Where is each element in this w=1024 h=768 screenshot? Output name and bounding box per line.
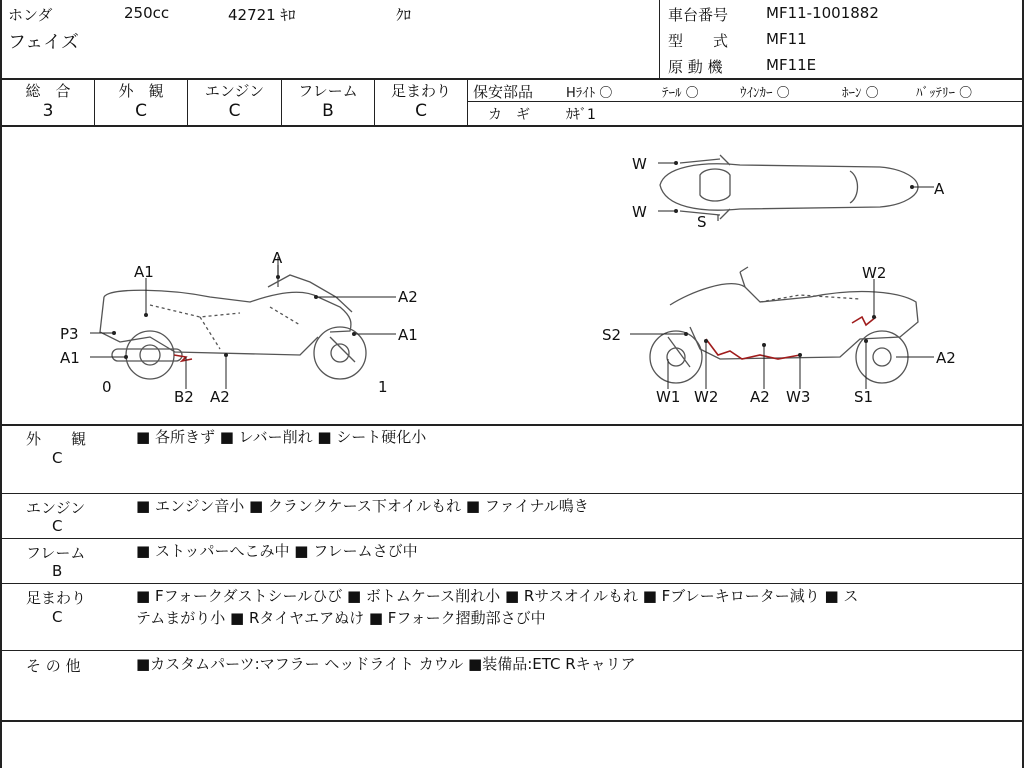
header-vsep — [659, 0, 660, 78]
diag-label-a2-cowl: A2 — [398, 288, 418, 306]
safety-item-horn — [842, 82, 879, 101]
diag-label-w2-floor: W2 — [694, 388, 719, 406]
grade-label-exterior: 外 観 — [118, 82, 164, 100]
diag-label-w-top: W — [632, 155, 647, 173]
safety-item-winker — [740, 82, 790, 101]
safety-mark-headlight: 〇 — [599, 86, 613, 101]
safety-mark-battery: 〇 — [959, 86, 973, 101]
section-text-engine: ■ エンジン音小 ■ クランクケース下オイルもれ ■ ファイナル鳴き — [136, 497, 589, 515]
right-scooter-outline — [650, 267, 918, 383]
grade-label-overall: 総 合 — [25, 82, 71, 100]
divider-sec3 — [0, 583, 1024, 584]
displacement: 250cc — [124, 4, 170, 22]
frame-no-label: 車台番号 — [668, 6, 729, 24]
engine-value: MF11E — [766, 56, 817, 74]
diag-label-w1: W1 — [656, 388, 681, 406]
color: ｸﾛ — [396, 6, 412, 24]
diag-label-b2: B2 — [174, 388, 194, 406]
section-text-exterior: ■ 各所きず ■ レバー削れ ■ シート硬化小 — [136, 428, 427, 446]
leader-dots — [112, 161, 914, 359]
section-grade-frame: B — [52, 562, 63, 580]
safety-mark-tail: 〇 — [685, 86, 699, 101]
section-title-engine: エンジン — [26, 499, 86, 517]
diag-label-a1-muffler: A1 — [60, 349, 80, 367]
grade-label-suspension: 足まわり — [390, 82, 451, 100]
section-grade-engine: C — [52, 517, 63, 535]
section-title-frame: フレーム — [26, 544, 86, 562]
section-grade-suspension: C — [52, 608, 63, 626]
diag-label-a1-seat: A1 — [134, 263, 154, 281]
key-label: カ ギ — [488, 107, 530, 123]
leader-lines — [90, 163, 934, 389]
diag-label-a2-floor: A2 — [210, 388, 230, 406]
diag-label-s2: S2 — [602, 326, 622, 344]
section-title-other: そ の 他 — [26, 657, 81, 675]
safety-item-battery — [916, 82, 972, 101]
type-label: 型 式 — [668, 32, 729, 50]
safety-item-tail — [662, 82, 699, 101]
diag-label-p3: P3 — [60, 325, 79, 343]
grade-label-engine: エンジン — [204, 82, 265, 100]
safety-mark-winker: 〇 — [776, 86, 790, 101]
grade-value-engine: C — [228, 101, 241, 121]
diag-label-w2-rear: W2 — [862, 264, 887, 282]
diag-label-s-top: S — [697, 213, 707, 231]
diag-label-a-top: A — [934, 180, 945, 198]
divider-sec1 — [0, 493, 1024, 494]
diag-label-a-lever: A — [272, 249, 283, 267]
section-text-suspension: ■ Fフォークダストシールひび ■ ボトムケース削れ小 ■ Rサスオイルもれ ■ Fブレーキローター減り ■ ス — [136, 587, 859, 605]
diag-label-a2-floor-right: A2 — [750, 388, 770, 406]
grade-value-frame: B — [322, 101, 334, 121]
grade-value-exterior: C — [135, 101, 147, 121]
divider-sec5 — [0, 720, 1024, 722]
section-title-suspension: 足まわり — [26, 589, 87, 607]
grade-value-overall: 3 — [42, 101, 54, 121]
safety-label-headlight: Hﾗｲﾄ — [566, 86, 596, 101]
type-value: MF11 — [766, 30, 807, 48]
safety-label-horn: ﾎｰﾝ — [842, 86, 862, 101]
safety-item-headlight — [566, 82, 612, 101]
top-scooter-outline — [660, 155, 918, 219]
diag-label-w3: W3 — [786, 388, 811, 406]
section-text-other: ■カスタムパーツ:マフラー ヘッドライト カウル ■装備品:ETC Rキャリア — [136, 655, 636, 673]
safety-mark-horn: 〇 — [865, 86, 879, 101]
diag-label-a1-front: A1 — [398, 326, 418, 344]
mileage: 42721 ｷﾛ — [228, 6, 296, 24]
diag-label-0: 0 — [102, 378, 112, 396]
diag-label-w-bottom: W — [632, 203, 647, 221]
safety-label-tail: ﾃｰﾙ — [662, 86, 682, 101]
safety-label-battery: ﾊﾞｯﾃﾘｰ — [916, 86, 955, 101]
model-name: フェイズ — [8, 32, 79, 53]
diag-label-1: 1 — [378, 378, 388, 396]
section-text-frame: ■ ストッパーへこみ中 ■ フレームさび中 — [136, 542, 418, 560]
grade-value-suspension: C — [415, 101, 427, 121]
diag-label-a2-rear: A2 — [936, 349, 956, 367]
grade-label-frame: フレーム — [298, 82, 358, 100]
engine-label: 原 動 機 — [668, 58, 723, 76]
diag-label-s1: S1 — [854, 388, 874, 406]
safety-hsep — [467, 101, 1022, 102]
frame-no: MF11-1001882 — [766, 4, 879, 22]
section-text-suspension-cont: テムまがり小 ■ Rタイヤエアぬけ ■ Fフォーク摺動部さび中 — [136, 609, 546, 627]
safety-title: 保安部品 — [473, 83, 534, 101]
divider-sec2 — [0, 538, 1024, 539]
safety-label-winker: ｳｲﾝｶｰ — [740, 86, 773, 101]
key-value: ｶｷﾞ1 — [566, 107, 596, 123]
section-grade-exterior: C — [52, 449, 63, 467]
section-title-exterior: 外 観 — [26, 430, 87, 448]
divider-sec4 — [0, 650, 1024, 651]
maker: ホンダ — [8, 6, 53, 24]
